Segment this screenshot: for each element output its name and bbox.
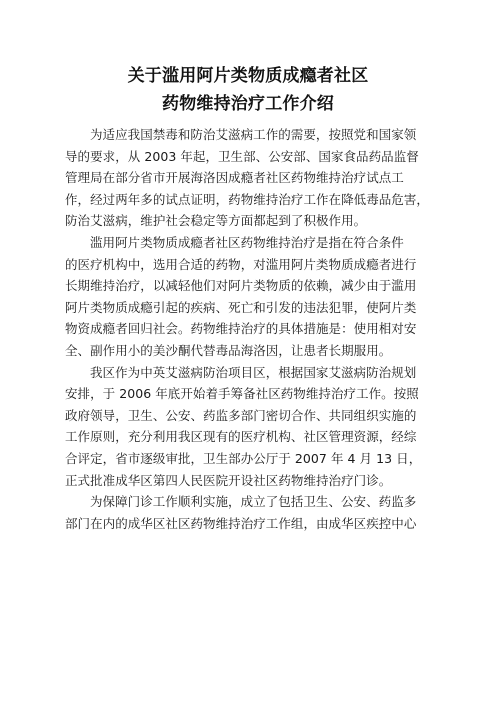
- body-line: 工作原则，充分利用我区现有的医疗机构、社区管理资源，经综: [65, 429, 417, 445]
- body-line: 滥用阿片类物质成瘾者社区药物维持治疗是指在符合条件: [90, 234, 404, 250]
- body-line: 长期维持治疗，以减轻他们对阿片类物质的依赖，减少由于滥用: [65, 278, 417, 294]
- body-line: 管理局在部分省市开展海洛因成瘾者社区药物维持治疗试点工: [65, 170, 404, 186]
- body-line: 物资成瘾者回归社会。药物维持治疗的具体措施是：使用相对安: [65, 321, 417, 337]
- body-line: 合评定，省市逐级审批，卫生部办公厅于 2007 年 4 月 13 日，: [65, 450, 422, 466]
- body-line: 为适应我国禁毒和防治艾滋病工作的需要，按照党和国家领: [90, 127, 417, 142]
- body-line: 政府领导，卫生、公安、药监多部门密切合作、共同组织实施的: [65, 407, 417, 423]
- body-line: 我区作为中英艾滋病防治项目区，根据国家艾滋病防治规划: [90, 364, 417, 380]
- body-line: 的医疗机构中，选用合适的药物，对滥用阿片类物质成瘾者进行: [65, 256, 417, 272]
- body-line: 正式批准成华区第四人民医院开设社区药物维持治疗门诊。: [65, 472, 392, 488]
- document-title-line-1: 关于滥用阿片类物质成瘾者社区: [127, 66, 369, 86]
- body-line: 防治艾滋病，维护社会稳定等方面都起到了积极作用。: [65, 213, 367, 229]
- body-line: 为保障门诊工作顺利实施，成立了包括卫生、公安、药监多: [90, 494, 417, 510]
- body-line: 导的要求，从 2003 年起，卫生部、公安部、国家食品药品监督: [65, 148, 419, 164]
- body-line: 阿片类物质成瘾引起的疾病、死亡和引发的违法犯罪，使阿片类: [65, 299, 417, 315]
- body-line: 全、副作用小的美沙酮代替毒品海洛因，让患者长期服用。: [65, 342, 392, 358]
- document-body: [65, 124, 433, 534]
- body-line: 作，经过两年多的试点证明，药物维持治疗工作在降低毒品危害，: [65, 191, 429, 207]
- body-line: 安排，于 2006 年底开始着手筹备社区药物维持治疗工作。按照: [65, 386, 419, 402]
- body-line: 部门在内的成华区社区药物维持治疗工作组，由成华区疾控中心: [65, 515, 417, 531]
- document-title-line-2: 药物维持治疗工作介绍: [162, 94, 334, 114]
